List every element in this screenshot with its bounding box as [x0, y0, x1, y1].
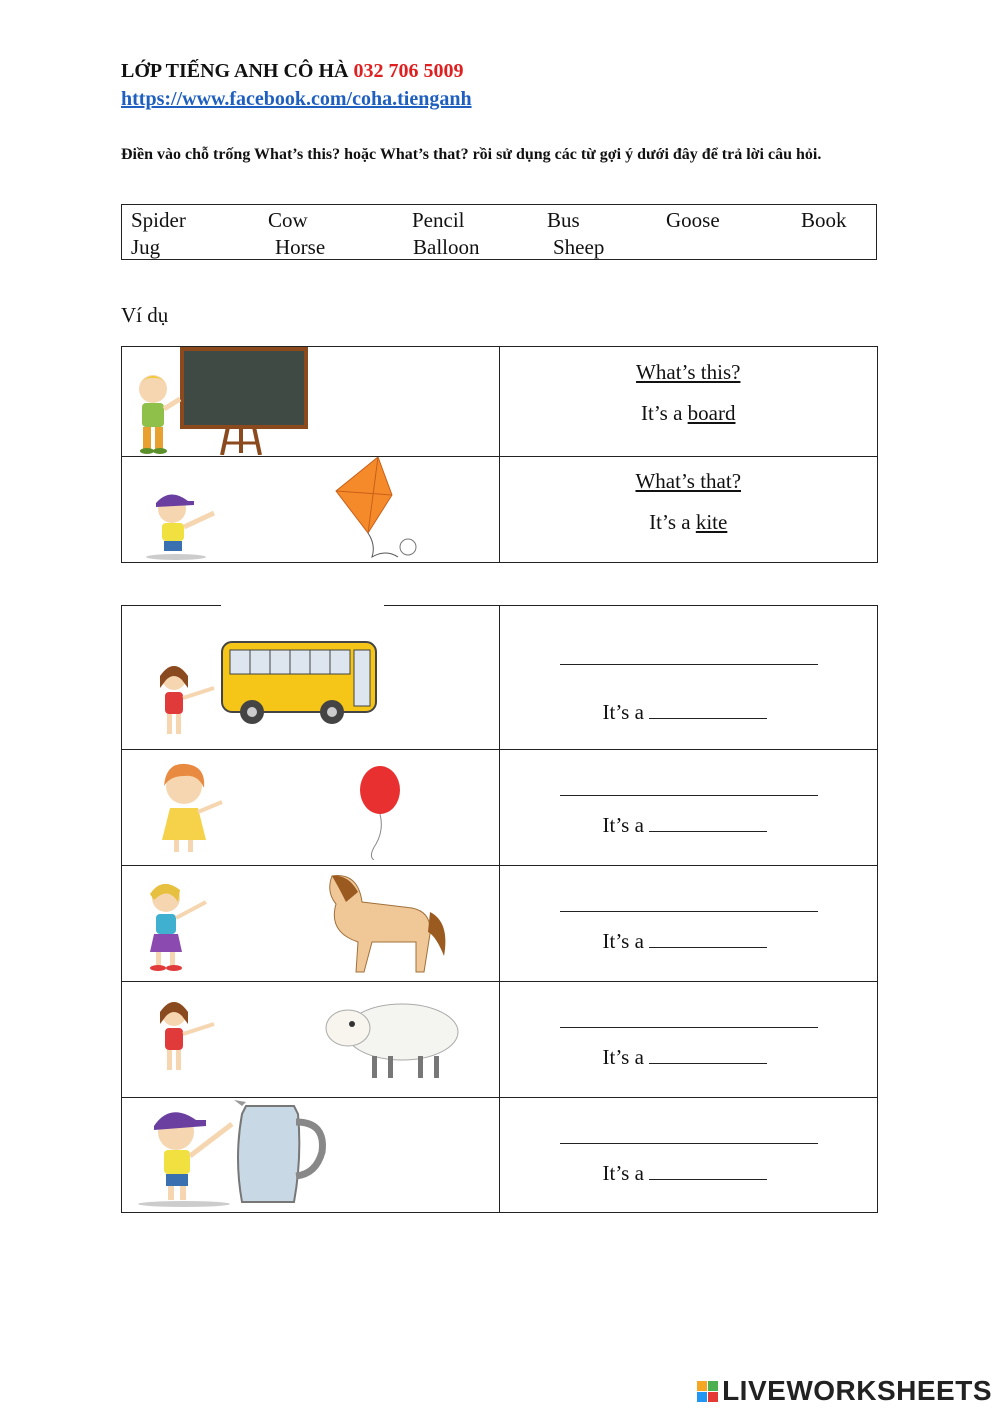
example-answer-cell [499, 347, 878, 457]
instruction-text: Điền vào chỗ trống What’s this? hoặc What’s that? rồi sử dụng các từ gợi ý dưới đây để trả lời câu hỏi. [121, 146, 822, 163]
liveworksheets-watermark [697, 1375, 992, 1407]
answer-blank[interactable] [649, 700, 767, 719]
border-gap [221, 603, 384, 608]
word-bank-item: Horse [275, 235, 326, 259]
answer-line: It’s a [603, 1045, 768, 1070]
exercise-table [121, 605, 878, 1213]
exercise-picture-cell [122, 750, 500, 866]
phone-number: 032 706 5009 [353, 60, 464, 82]
answer-line: It’s a [603, 700, 768, 725]
example-picture-cell [122, 457, 500, 563]
title-text: LỚP TIẾNG ANH CÔ HÀ [121, 60, 349, 82]
word-bank-item: Goose [666, 208, 720, 232]
answer-blank[interactable] [649, 1161, 767, 1180]
answer-line: It’s a [603, 929, 768, 954]
exercise-picture-cell [122, 1098, 500, 1213]
exercise-picture-cell [122, 606, 500, 750]
question-blank[interactable] [560, 911, 818, 912]
liveworksheets-logo-icon [697, 1381, 718, 1402]
answer-blank[interactable] [649, 929, 767, 948]
girl-balloon-icon [152, 760, 412, 860]
example-answer: It’s a board [641, 401, 736, 425]
word-bank-item: Jug [131, 235, 161, 259]
exercise-picture-cell [122, 982, 500, 1098]
girl-sheep-icon [152, 992, 462, 1092]
facebook-link[interactable]: https://www.facebook.com/coha.tienganh [121, 88, 472, 110]
word-bank-item: Cow [268, 208, 308, 232]
question-blank[interactable] [560, 795, 818, 796]
girl-horse-icon [132, 872, 462, 978]
word-bank-item: Sheep [553, 235, 605, 259]
exercise-answer-cell [499, 1098, 878, 1213]
boy-blackboard-icon [128, 347, 318, 455]
example-picture-cell [122, 347, 500, 457]
question-blank[interactable] [560, 1143, 818, 1144]
word-bank [121, 204, 877, 260]
girl-bus-icon [152, 636, 382, 740]
example-label: Ví dụ [121, 303, 169, 327]
boy-kite-icon [136, 457, 436, 563]
word-bank-item: Balloon [413, 235, 480, 259]
example-answer-cell [499, 457, 878, 563]
word-bank-item: Pencil [412, 208, 465, 232]
answer-line: It’s a [603, 813, 768, 838]
example-question: What’s this? [636, 360, 741, 384]
worksheet-title [121, 60, 463, 83]
question-blank[interactable] [560, 664, 818, 665]
exercise-answer-cell [499, 982, 878, 1098]
boy-jug-icon [130, 1098, 340, 1210]
exercise-answer-cell [499, 750, 878, 866]
answer-blank[interactable] [649, 813, 767, 832]
answer-blank[interactable] [649, 1045, 767, 1064]
watermark-text: LIVEWORKSHEETS [722, 1375, 992, 1406]
word-bank-item: Spider [131, 208, 186, 232]
exercise-answer-cell [499, 866, 878, 982]
word-bank-item: Bus [547, 208, 580, 232]
example-answer: It’s a kite [649, 510, 728, 534]
example-table [121, 346, 878, 563]
example-question: What’s that? [635, 469, 742, 493]
answer-line: It’s a [603, 1161, 768, 1186]
exercise-picture-cell [122, 866, 500, 982]
exercise-answer-cell [499, 606, 878, 750]
word-bank-item: Book [801, 208, 847, 232]
question-blank[interactable] [560, 1027, 818, 1028]
